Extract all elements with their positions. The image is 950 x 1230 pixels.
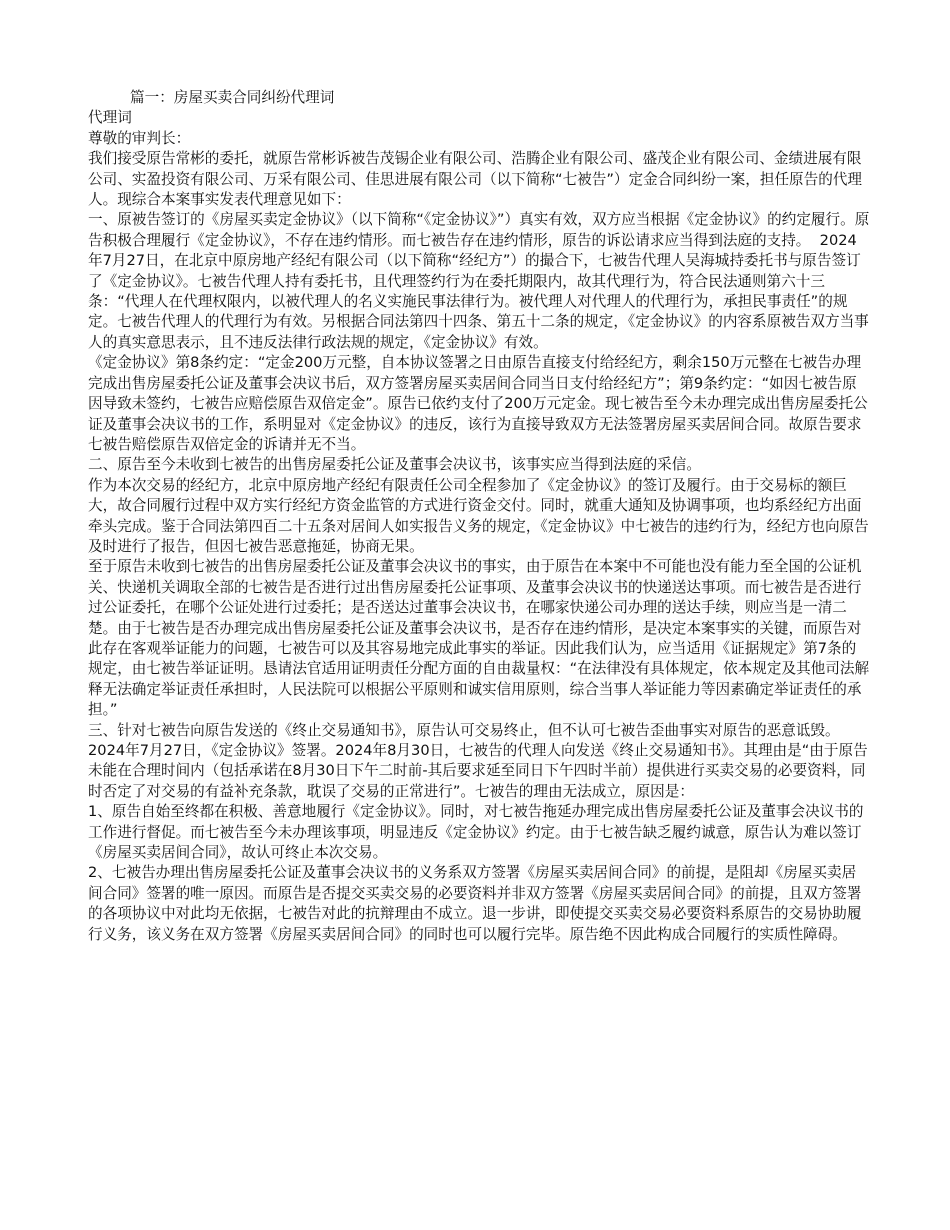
- document-heading: 代理词: [88, 109, 132, 127]
- document-title: 篇一：房屋买卖合同纠纷代理词: [130, 89, 335, 106]
- paragraph-intro: 我们接受原告常彬的委托，就原告常彬诉被告茂锡企业有限公司、浩腾企业有限公司、盛茂企业有限公司、金绩进展有限公司、实盈投资有限公司、万采有限公司、佳思进展有限公司（以下简称“七被告”）定金合同纠纷一案，担任原告的代理人。现综合本案事实发表代理意见如下：: [88, 150, 863, 209]
- paragraph-article-eight: 《定金协议》第8条约定：“定金200万元整，自本协议签署之日由原告直接支付给经纪方，剩余150万元整在七被告办理完成出售房屋委托公证及董事会决议书后，双方签署房屋买卖居间合同当日支付给经纪方”；第9条约定：“如因七被告原因导致未签约，七被告应赔偿原告双倍定金”。原告已依约支付了200万元定金。现七被告至今未办理完成出售房屋委托公证及董事会决议书的工作，系明显对《定金协议》的违反，该行为直接导致双方无法签署房屋买卖居间合同。故原告要求七被告赔偿原告双倍定金的诉请并无不当。: [88, 354, 868, 453]
- salutation: 尊敬的审判长：: [88, 129, 191, 147]
- paragraph-reason-two: 2、七被告办理出售房屋委托公证及董事会决议书的义务系双方签署《房屋买卖居间合同》的前提，是阻却《房屋买卖居间合同》签署的唯一原因。而原告是否提交买卖交易的必要资料并非双方签署《房屋买卖居间合同》的前提，且双方签署的各项协议中对此均无依据，七被告对此的抗辩理由不成立。退一步讲，即使提交买卖交易必要资料系原告的交易协助履行义务，该义务在双方签署《房屋买卖居间合同》的同时也可以履行完毕。原告绝不因此构成合同履行的实质性障碍。: [88, 864, 862, 943]
- paragraph-point-one: 一、原被告签订的《房屋买卖定金协议》（以下简称“《定金协议》”）真实有效，双方应当根据《定金协议》的约定履行。原告积极合理履行《定金协议》，不存在违约情形。而七被告存在违约情形，原告的诉讼请求应当得到法庭的支持。 2024年7月27日，在北京中原房地产经纪有限公司（以下简称“经纪方”）的撮合下，七被告代理人吴海城持委托书与原告签订了《定金协议》。七被告代理人持有委托书，且代理签约行为在委托期限内，故其代理行为，符合民法通则第六十三条：“代理人在代理权限内，以被代理人的名义实施民事法律行为。被代理人对代理人的代理行为，承担民事责任”的规定。七被告代理人的代理行为有效。另根据合同法第四十四条、第五十二条的规定，《定金协议》的内容系原被告双方当事人的真实意思表示，且不违反法律行政法规的规定，《定金协议》有效。: [88, 211, 870, 351]
- paragraph-termination: 2024年7月27日，《定金协议》签署。2024年8月30日，七被告的代理人向发送《终止交易通知书》。其理由是“由于原告未能在合理时间内（包括承诺在8月30日下午二时前-其后要求延至同日下午四时半前）提供进行买卖交易的必要资料，同时否定了对交易的有益补充条款，耽误了交易的正常进行”。七被告的理由无法成立，原因是：: [88, 742, 868, 800]
- paragraph-evidence: 至于原告未收到七被告的出售房屋委托公证及董事会决议书的事实，由于原告在本案中不可能也没有能力至全国的公证机关、快递机关调取全部的七被告是否进行过出售房屋委托公证事项、及董事会决议书的快递送达事项。而七被告是否进行过公证委托，在哪个公证处进行过委托；是否送达过董事会决议书，在哪家快递公司办理的送达手续，则应当是一清二楚。由于七被告是否办理完成出售房屋委托公证及董事会决议书，是否存在违约情形，是决定本案事实的关键，而原告对此存在客观举证能力的问题，七被告可以及其容易地完成此事实的举证。因此我们认为，应当适用《证据规定》第7条的规定，由七被告举证证明。恳请法官适用证明责任分配方面的自由裁量权：“在法律没有具体规定，依本规定及其他司法解释无法确定举证责任承担时，人民法院可以根据公平原则和诚实信用原则，综合当事人举证能力等因素确定举证责任的承担。”: [88, 558, 870, 719]
- paragraph-point-three: 三、针对七被告向原告发送的《终止交易通知书》，原告认可交易终止，但不认可七被告歪曲事实对原告的恶意诋毁。: [88, 721, 840, 739]
- paragraph-point-two: 二、原告至今未收到七被告的出售房屋委托公证及董事会决议书，该事实应当得到法庭的采信。: [88, 456, 701, 474]
- paragraph-reason-one: 1、原告自始至终都在积极、善意地履行《定金协议》。同时，对七被告拖延办理完成出售房屋委托公证及董事会决议书的工作进行督促。而七被告至今未办理该事项，明显违反《定金协议》约定。由于七被告缺乏履约诚意，原告认为难以签订《房屋买卖居间合同》，故认可终止本次交易。: [88, 803, 864, 862]
- paragraph-broker: 作为本次交易的经纪方，北京中原房地产经纪有限责任公司全程参加了《定金协议》的签订及履行。由于交易标的额巨大，故合同履行过程中双方实行经纪方资金监管的方式进行资金交付。同时，就重大通知及协调事项，也均系经纪方出面牵头完成。鉴于合同法第四百二十五条对居间人如实报告义务的规定，《定金协议》中七被告的违约行为，经纪方也向原告及时进行了报告，但因七被告恶意拖延，协商无果。: [88, 476, 869, 555]
